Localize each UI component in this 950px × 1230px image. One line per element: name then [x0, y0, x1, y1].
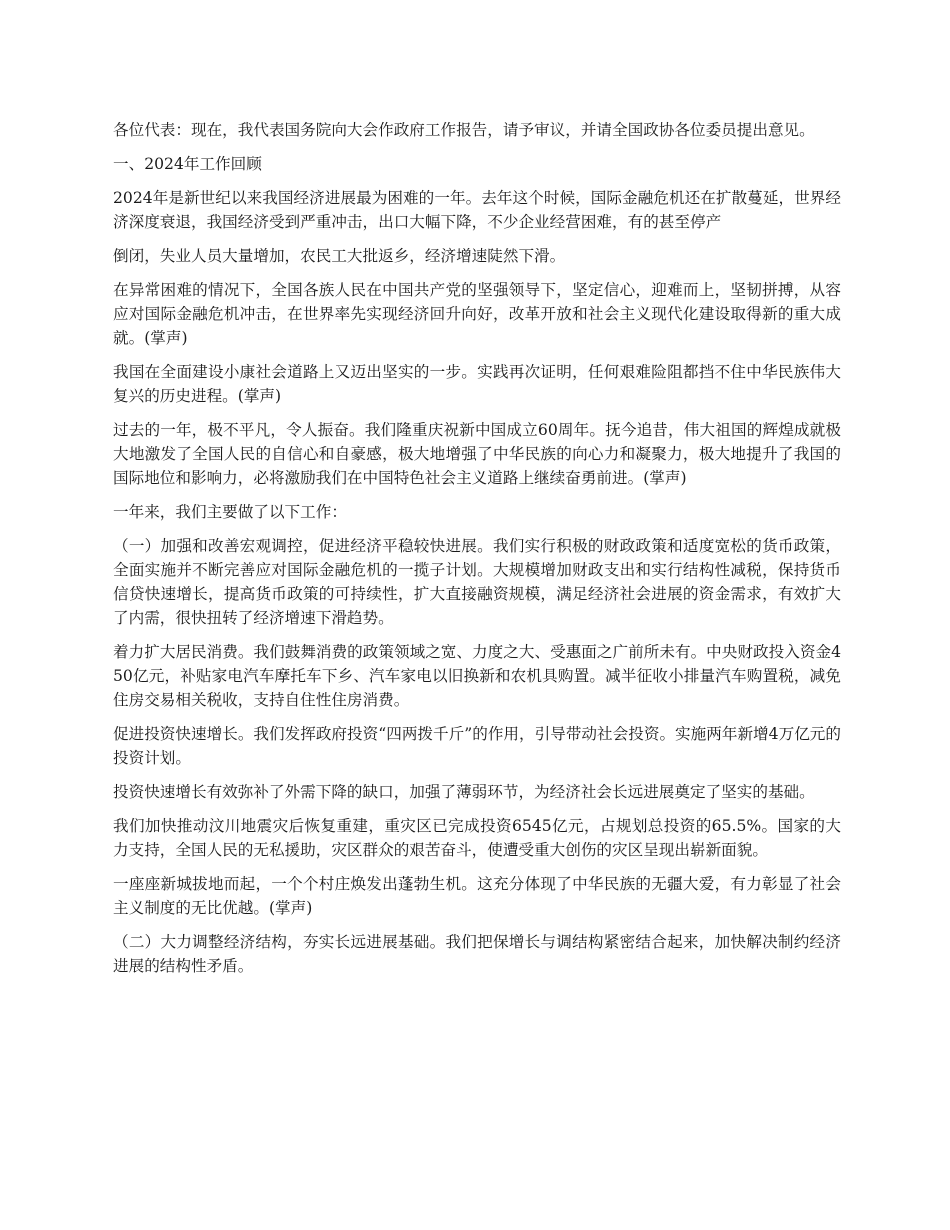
section-heading: 一、2024年工作回顾	[113, 155, 262, 173]
paragraph: 倒闭，失业人员大量增加，农民工大批返乡，经济增速陡然下滑。	[113, 247, 566, 265]
paragraph: 促进投资快速增长。我们发挥政府投资“四两拨千斤”的作用，引导带动社会投资。实施两年新增4万亿元的投资计划。	[113, 725, 841, 767]
paragraph: 我国在全面建设小康社会道路上又迈出坚实的一步。实践再次证明，任何艰难险阻都挡不住中华民族伟大复兴的历史进程。(掌声)	[113, 363, 841, 405]
paragraph: 2024年是新世纪以来我国经济进展最为困难的一年。去年这个时候，国际金融危机还在扩散蔓延，世界经济深度衰退，我国经济受到严重冲击，出口大幅下降，不少企业经营困难，有的甚至停产	[113, 189, 841, 231]
paragraph: （二）大力调整经济结构，夯实长远进展基础。我们把保增长与调结构紧密结合起来，加快解决制约经济进展的结构性矛盾。	[113, 933, 841, 975]
paragraph: 在异常困难的情况下，全国各族人民在中国共产党的坚强领导下，坚定信心，迎难而上，坚韧拼搏，从容应对国际金融危机冲击，在世界率先实现经济回升向好，改革开放和社会主义现代化建设取得新的重大成就。(掌声)	[113, 281, 841, 347]
paragraph: 投资快速增长有效弥补了外需下降的缺口，加强了薄弱环节，为经济社会长远进展奠定了坚实的基础。	[113, 783, 815, 801]
paragraph: 我们加快推动汶川地震灾后恢复重建，重灾区已完成投资6545亿元，占规划总投资的65.5%。国家的大力支持，全国人民的无私援助，灾区群众的艰苦奋斗，使遭受重大创伤的灾区呈现出崭新面貌。	[113, 817, 841, 859]
paragraph: 一年来，我们主要做了以下工作：	[113, 503, 347, 521]
paragraph-opening: 各位代表：现在，我代表国务院向大会作政府工作报告，请予审议，并请全国政协各位委员提出意见。	[113, 121, 815, 139]
paragraph: （一）加强和改善宏观调控，促进经济平稳较快进展。我们实行积极的财政政策和适度宽松的货币政策，全面实施并不断完善应对国际金融危机的一揽子计划。大规模增加财政支出和实行结构性减税，保持货币信贷快速增长，提高货币政策的可持续性，扩大直接融资规模，满足经济社会进展的资金需求，有效扩大了内需，很快扭转了经济增速下滑趋势。	[113, 537, 841, 627]
document-body	[113, 118, 841, 988]
paragraph: 过去的一年，极不平凡，令人振奋。我们隆重庆祝新中国成立60周年。抚今追昔，伟大祖国的辉煌成就极大地激发了全国人民的自信心和自豪感，极大地增强了中华民族的向心力和凝聚力，极大地提升了我国的国际地位和影响力，必将激励我们在中国特色社会主义道路上继续奋勇前进。(掌声)	[113, 421, 841, 487]
paragraph: 一座座新城拔地而起，一个个村庄焕发出蓬勃生机。这充分体现了中华民族的无疆大爱，有力彰显了社会主义制度的无比优越。(掌声)	[113, 875, 841, 917]
paragraph: 着力扩大居民消费。我们鼓舞消费的政策领域之宽、力度之大、受惠面之广前所未有。中央财政投入资金450亿元，补贴家电汽车摩托车下乡、汽车家电以旧换新和农机具购置。减半征收小排量汽车购置税，减免住房交易相关税收，支持自住性住房消费。	[113, 643, 841, 709]
